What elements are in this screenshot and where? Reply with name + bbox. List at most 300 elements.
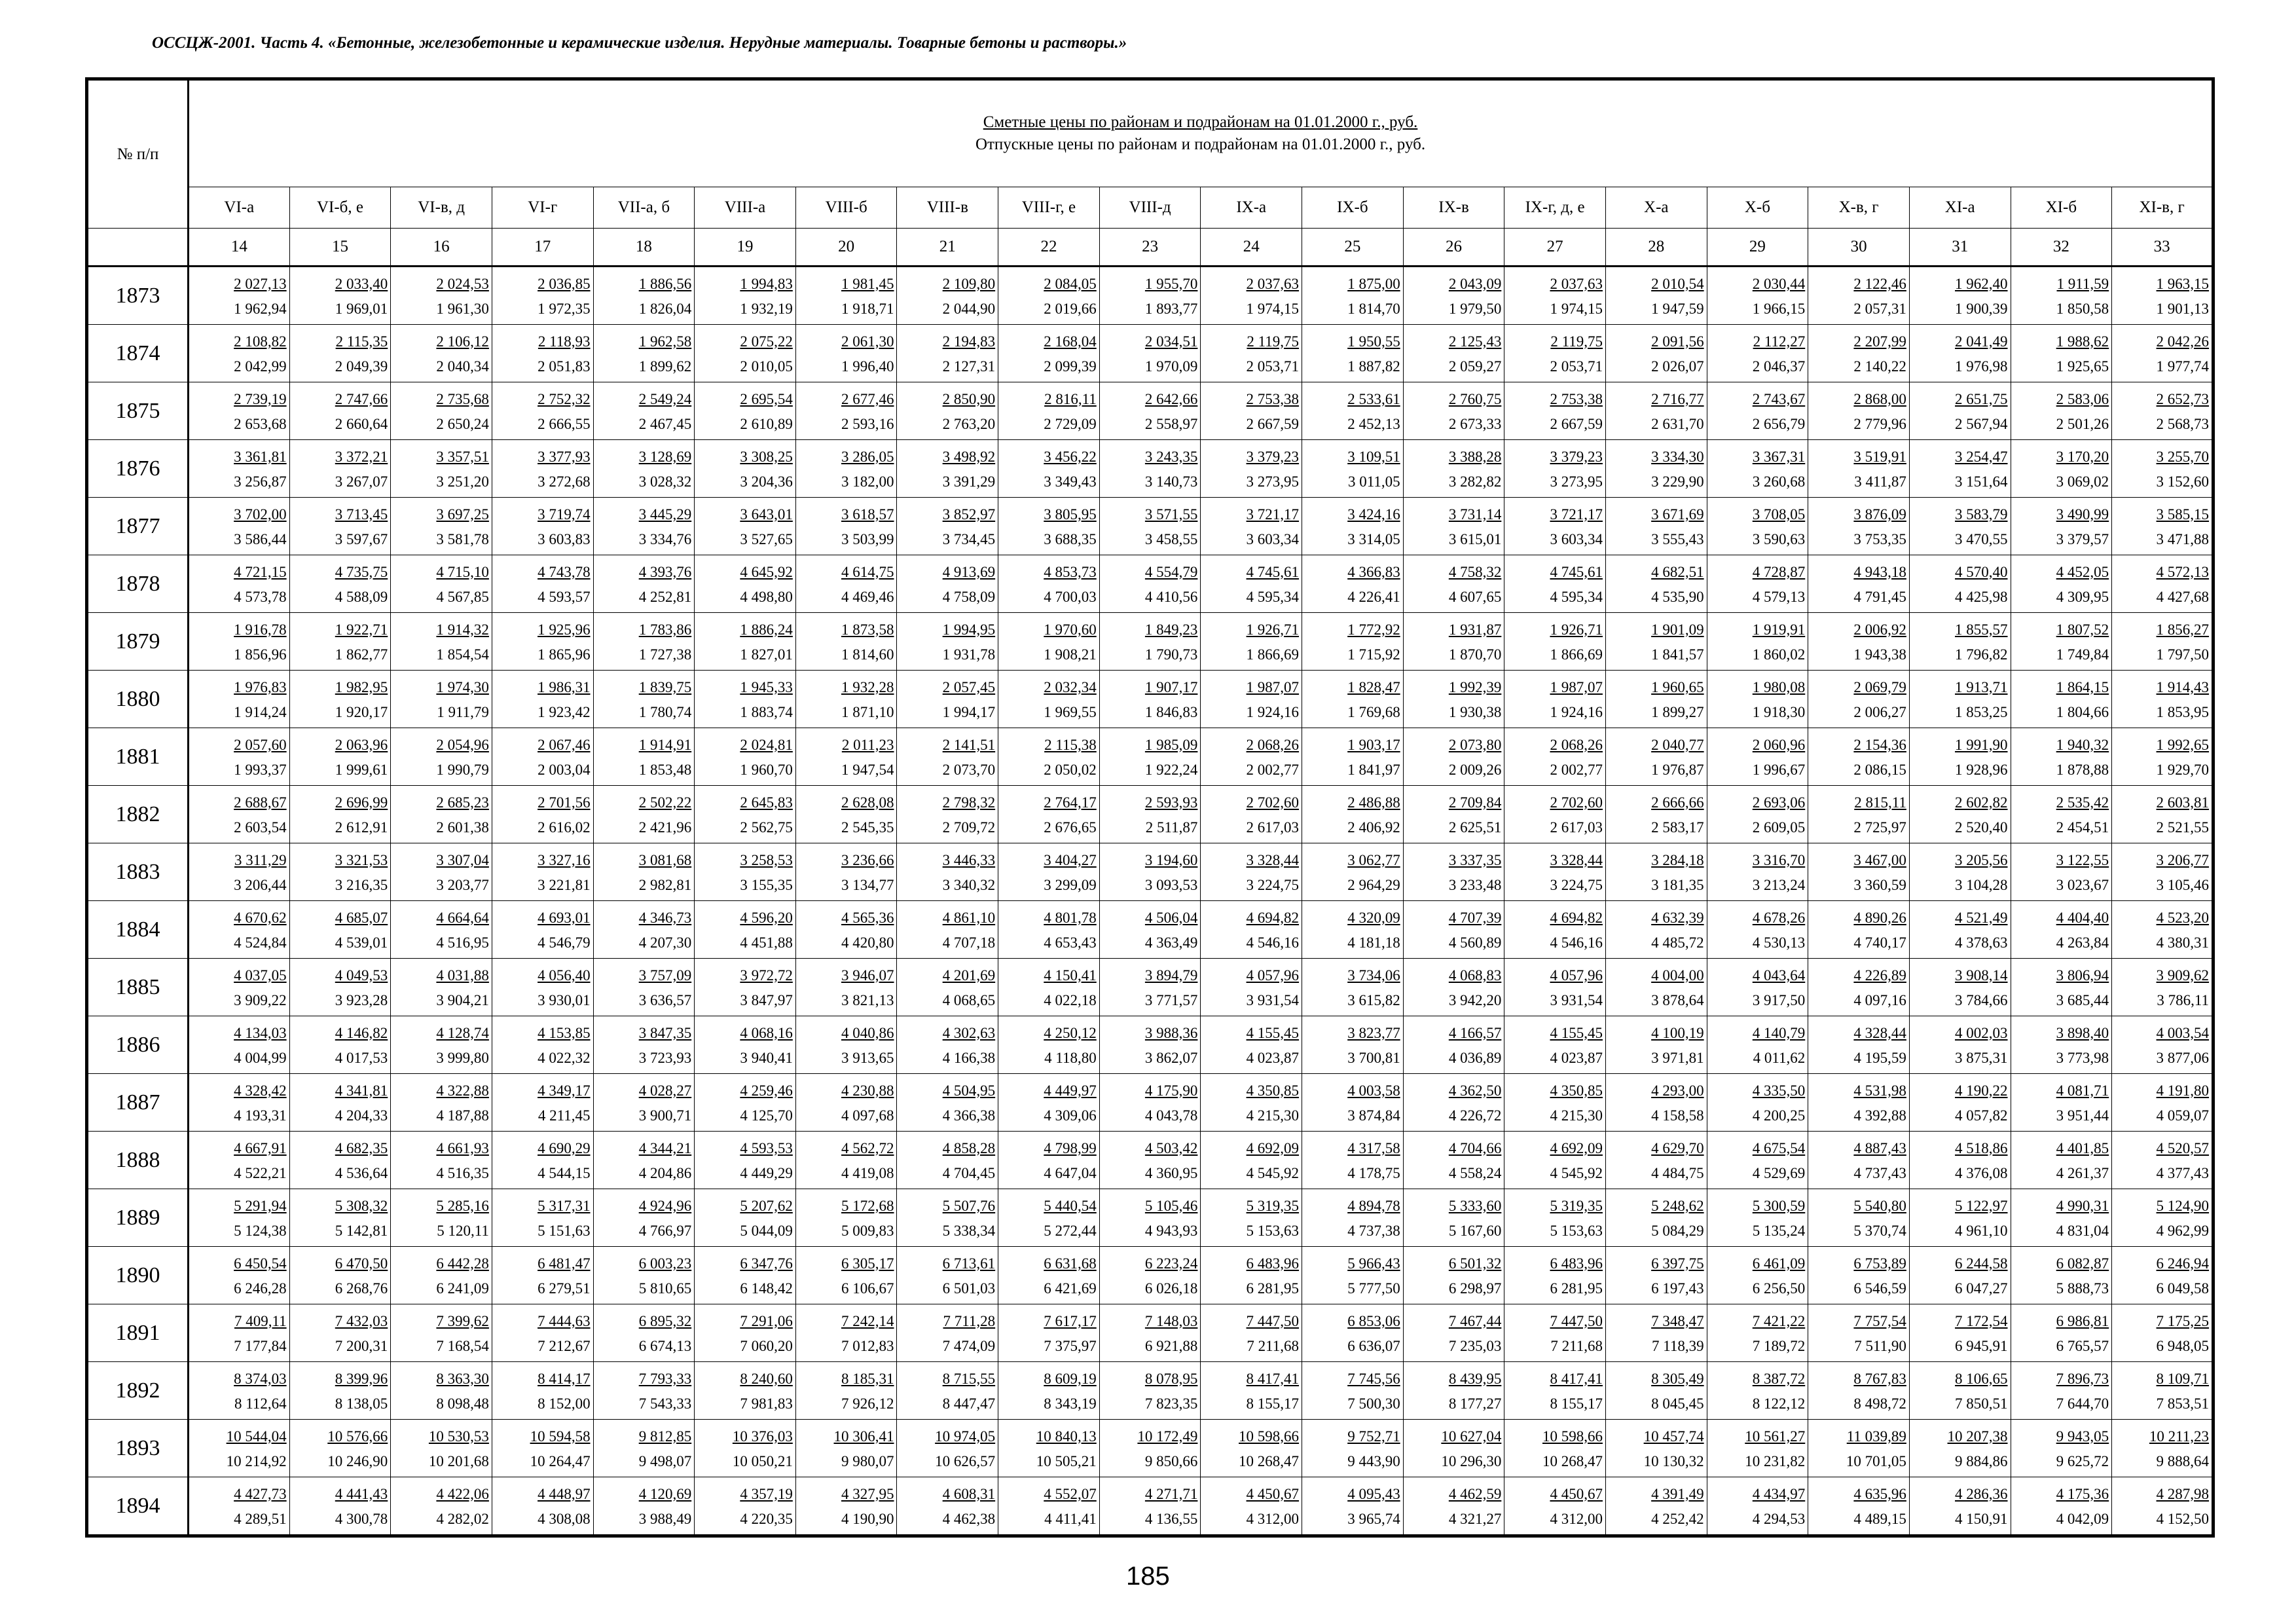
price-cell [897,1420,998,1477]
price-cell [2112,555,2214,613]
price-cell [1099,1477,1201,1536]
release-price: 3 152,60 [2156,473,2210,490]
price-cell [2112,728,2214,786]
price-cell [2112,613,2214,671]
release-price: 4 469,46 [841,588,894,605]
release-price: 6 298,97 [1448,1280,1502,1297]
estimate-price: 6 246,94 [2156,1255,2210,1272]
estimate-price: 2 068,26 [1550,736,1603,753]
release-price: 1 846,83 [1144,703,1198,720]
release-price: 2 050,02 [1044,761,1097,778]
row-number: 1892 [87,1362,189,1420]
release-price: 4 516,35 [436,1164,489,1181]
estimate-price: 2 118,93 [538,333,591,350]
price-cell [1605,959,1707,1016]
release-price: 4 166,38 [942,1049,996,1066]
row-number: 1882 [87,786,189,843]
release-price: 8 138,05 [335,1395,388,1412]
column-number: 29 [1707,229,1808,267]
price-cell [1605,1016,1707,1074]
estimate-price: 4 685,07 [335,909,388,926]
row-number: 1893 [87,1420,189,1477]
price-cell [1808,498,1910,555]
price-cell [1909,843,2011,901]
price-cell [1909,440,2011,498]
estimate-price: 7 432,03 [335,1312,388,1329]
estimate-price: 2 011,23 [841,736,894,753]
estimate-price: 6 481,47 [538,1255,591,1272]
estimate-price: 4 552,07 [1044,1485,1097,1502]
release-price: 3 224,75 [1246,876,1300,893]
release-price: 1 862,77 [335,646,388,663]
row-number: 1879 [87,613,189,671]
release-price: 1 814,70 [1347,300,1400,317]
estimate-price: 10 172,49 [1137,1428,1198,1445]
release-price: 1 887,82 [1347,358,1400,375]
price-cell [1504,1247,1606,1304]
release-price: 3 221,81 [538,876,591,893]
estimate-price: 7 348,47 [1651,1312,1704,1329]
estimate-price: 1 980,08 [1752,678,1806,695]
price-cell [1504,1016,1606,1074]
estimate-price: 2 010,54 [1651,275,1704,292]
price-cell [1099,440,1201,498]
release-price: 3 011,05 [1348,473,1400,490]
price-cell [189,671,290,728]
release-price: 4 427,68 [2156,588,2210,605]
price-cell [189,1074,290,1132]
price-cell [1302,728,1404,786]
column-number: 23 [1099,229,1201,267]
release-price: 2 729,09 [1044,415,1097,432]
region-header: X-б [1707,187,1808,229]
price-cell [492,1420,593,1477]
release-price: 4 737,38 [1347,1222,1400,1239]
price-cell [695,1016,796,1074]
estimate-price: 4 735,75 [335,563,388,580]
estimate-price: 3 583,79 [1955,506,2008,523]
estimate-price: 4 562,72 [841,1139,894,1156]
price-cell [1707,786,1808,843]
estimate-price: 9 812,85 [638,1428,692,1445]
estimate-price: 3 206,77 [2156,851,2210,868]
estimate-price: 3 721,17 [1246,506,1300,523]
table-row [87,901,2214,959]
release-price: 3 224,75 [1550,876,1603,893]
price-cell [593,786,695,843]
price-cell [2011,1247,2112,1304]
estimate-price: 4 565,36 [841,909,894,926]
release-price: 1 918,30 [1752,703,1806,720]
release-price: 9 884,86 [1955,1452,2008,1469]
region-header: IX-б [1302,187,1404,229]
column-number-blank [87,229,189,267]
estimate-price: 1 981,45 [841,275,894,292]
release-price: 3 204,36 [740,473,793,490]
column-number: 28 [1605,229,1707,267]
price-cell [391,613,492,671]
release-price: 2 501,26 [2056,415,2109,432]
column-number: 24 [1201,229,1302,267]
price-cell [695,728,796,786]
release-price: 4 377,43 [2156,1164,2210,1181]
release-price: 2 019,66 [1044,300,1097,317]
price-cell [1605,267,1707,325]
release-price: 3 069,02 [2056,473,2109,490]
price-cell [289,1132,391,1189]
estimate-price: 2 642,66 [1144,390,1198,407]
price-cell [2011,1189,2112,1247]
price-cell [1201,728,1302,786]
estimate-price: 2 069,79 [1853,678,1906,695]
price-cell [1808,671,1910,728]
release-price: 3 527,65 [740,530,793,547]
estimate-price: 1 911,59 [2056,275,2109,292]
price-cell [1201,1477,1302,1536]
release-price: 4 758,09 [942,588,996,605]
price-cell [1909,498,2011,555]
column-number: 22 [998,229,1100,267]
estimate-price: 8 109,71 [2156,1370,2210,1387]
table-title-estimate: Сметные цены по районам и подрайонам на 01.01.2000 г., руб. [983,113,1418,131]
estimate-price: 1 991,90 [1955,736,2008,753]
estimate-price: 7 421,22 [1752,1312,1806,1329]
release-price: 9 850,66 [1144,1452,1198,1469]
price-cell [492,671,593,728]
estimate-price: 7 172,54 [1955,1312,2008,1329]
release-price: 8 155,17 [1246,1395,1300,1412]
estimate-price: 3 519,91 [1853,448,1906,465]
estimate-price: 4 003,58 [1347,1082,1400,1099]
price-cell [998,440,1100,498]
estimate-price: 4 728,87 [1752,563,1806,580]
row-number: 1877 [87,498,189,555]
release-price: 1 947,54 [841,761,894,778]
estimate-price: 6 082,87 [2056,1255,2109,1272]
release-price: 2 964,29 [1347,876,1400,893]
estimate-price: 2 068,26 [1246,736,1300,753]
price-cell [189,1362,290,1420]
price-cell [1099,555,1201,613]
release-price: 5 338,34 [942,1222,996,1239]
price-cell [1201,1304,1302,1362]
release-price: 6 546,59 [1853,1280,1906,1297]
estimate-price: 4 531,98 [1853,1082,1906,1099]
price-cell [593,1074,695,1132]
estimate-price: 4 056,40 [538,967,591,984]
estimate-price: 7 896,73 [2056,1370,2109,1387]
release-price: 4 529,69 [1752,1164,1806,1181]
estimate-price: 4 320,09 [1347,909,1400,926]
release-price: 4 200,25 [1752,1107,1806,1124]
price-cell [593,959,695,1016]
release-price: 2 467,45 [638,415,692,432]
price-cell [2112,786,2214,843]
price-cell [1403,901,1504,959]
price-cell [2112,1189,2214,1247]
price-cell [1909,959,2011,1016]
price-cell [897,440,998,498]
estimate-price: 3 081,68 [638,851,692,868]
release-price: 4 360,95 [1144,1164,1198,1181]
estimate-price: 2 063,96 [335,736,388,753]
release-price: 4 961,10 [1955,1222,2008,1239]
release-price: 4 057,82 [1955,1107,2008,1124]
estimate-price: 2 040,77 [1651,736,1704,753]
table-row [87,613,2214,671]
price-cell [593,440,695,498]
release-price: 4 226,41 [1347,588,1400,605]
price-cell [492,613,593,671]
release-price: 1 914,24 [234,703,287,720]
release-price: 4 294,53 [1752,1510,1806,1527]
release-price: 1 974,15 [1550,300,1603,317]
release-price: 4 366,38 [942,1107,996,1124]
release-price: 1 930,38 [1448,703,1502,720]
price-cell [1504,1189,1606,1247]
price-cell [1403,671,1504,728]
release-price: 4 740,17 [1853,934,1906,951]
price-cell [2112,1420,2214,1477]
estimate-price: 3 236,66 [841,851,894,868]
estimate-price: 4 861,10 [942,909,996,926]
release-price: 1 993,37 [234,761,287,778]
estimate-price: 2 112,27 [1753,333,1806,350]
price-cell [998,613,1100,671]
estimate-price: 3 307,04 [436,851,489,868]
estimate-price: 3 128,69 [638,448,692,465]
price-cell [1909,1362,2011,1420]
region-header-row [87,187,2214,229]
estimate-price: 4 350,85 [1246,1082,1300,1099]
price-cell [897,1362,998,1420]
release-price: 3 206,44 [234,876,287,893]
estimate-price: 3 367,31 [1752,448,1806,465]
release-price: 7 474,09 [942,1337,996,1354]
release-price: 3 603,34 [1246,530,1300,547]
column-number: 17 [492,229,593,267]
price-cell [1808,440,1910,498]
price-cell [1201,786,1302,843]
price-cell [998,1074,1100,1132]
release-price: 2 421,96 [638,819,692,836]
estimate-price: 6 470,50 [335,1255,388,1272]
column-number: 30 [1808,229,1910,267]
estimate-price: 1 962,58 [638,333,692,350]
price-cell [1504,1074,1606,1132]
price-cell [897,843,998,901]
estimate-price: 2 593,93 [1144,794,1198,811]
release-price: 4 484,75 [1651,1164,1704,1181]
price-cell [2011,1074,2112,1132]
estimate-price: 4 317,58 [1347,1139,1400,1156]
price-cell [1302,1362,1404,1420]
estimate-price: 7 447,50 [1246,1312,1300,1329]
estimate-price: 2 603,81 [2156,794,2210,811]
estimate-price: 4 554,79 [1144,563,1198,580]
release-price: 7 060,20 [740,1337,793,1354]
price-cell [1504,786,1606,843]
release-price: 5 124,38 [234,1222,287,1239]
price-cell [897,786,998,843]
estimate-price: 2 115,35 [335,333,388,350]
table-row [87,1016,2214,1074]
release-price: 5 135,24 [1752,1222,1806,1239]
release-price: 2 511,87 [1145,819,1198,836]
region-header: VIII-д [1099,187,1201,229]
release-price: 1 850,58 [2056,300,2109,317]
estimate-price: 4 120,69 [638,1485,692,1502]
price-cell [391,325,492,382]
release-price: 4 410,56 [1144,588,1198,605]
estimate-price: 1 849,23 [1144,621,1198,638]
release-price: 4 411,41 [1044,1510,1097,1527]
release-price: 1 911,79 [437,703,489,720]
release-price: 4 309,06 [1044,1107,1097,1124]
release-price: 3 233,48 [1448,876,1502,893]
estimate-price: 2 753,38 [1246,390,1300,407]
estimate-price: 7 757,54 [1853,1312,1906,1329]
price-cell [391,843,492,901]
release-price: 2 631,70 [1651,415,1704,432]
estimate-price: 7 148,03 [1144,1312,1198,1329]
estimate-price: 5 308,32 [335,1197,388,1214]
release-price: 3 615,82 [1347,991,1400,1008]
release-price: 1 871,10 [841,703,894,720]
estimate-price: 2 628,08 [841,794,894,811]
estimate-price: 5 319,35 [1550,1197,1603,1214]
estimate-price: 2 502,22 [638,794,692,811]
estimate-price: 2 702,60 [1246,794,1300,811]
release-price: 4 573,78 [234,588,287,605]
estimate-price: 3 284,18 [1651,851,1704,868]
release-price: 1 866,69 [1246,646,1300,663]
price-cell [189,555,290,613]
price-cell [492,325,593,382]
price-cell [1504,671,1606,728]
estimate-price: 4 341,81 [335,1082,388,1099]
price-cell [2112,1304,2214,1362]
release-price: 6 246,28 [234,1280,287,1297]
estimate-price: 4 100,19 [1651,1024,1704,1041]
price-cell [1707,1304,1808,1362]
estimate-price: 3 618,57 [841,506,894,523]
release-price: 2 656,79 [1752,415,1806,432]
price-cell [289,786,391,843]
estimate-price: 6 853,06 [1347,1312,1400,1329]
estimate-price: 4 049,53 [335,967,388,984]
price-cell [593,267,695,325]
estimate-price: 3 894,79 [1144,967,1198,984]
release-price: 4 546,16 [1550,934,1603,951]
estimate-price: 3 255,70 [2156,448,2210,465]
price-cell [1099,1189,1201,1247]
estimate-price: 2 034,51 [1144,333,1198,350]
release-price: 1 853,25 [1955,703,2008,720]
release-price: 4 766,97 [638,1222,692,1239]
price-cell [391,728,492,786]
price-cell [998,1304,1100,1362]
estimate-price: 4 140,79 [1752,1024,1806,1041]
price-cell [1099,1304,1201,1362]
release-price: 6 636,07 [1347,1337,1400,1354]
price-cell [1504,728,1606,786]
release-price: 3 555,43 [1651,530,1704,547]
estimate-price: 9 943,05 [2056,1428,2109,1445]
estimate-price: 8 767,83 [1853,1370,1906,1387]
release-price: 4 831,04 [2056,1222,2109,1239]
release-price: 3 847,97 [740,991,793,1008]
release-price: 4 737,43 [1853,1164,1906,1181]
price-cell [897,728,998,786]
price-cell [1099,613,1201,671]
estimate-price: 2 716,77 [1651,390,1704,407]
region-header: XI-б [2011,187,2112,229]
price-cell [1403,1362,1504,1420]
document-header: ОССЦЖ-2001. Часть 4. «Бетонные, железобетонные и керамические изделия. Нерудные материалы. Товарные бетоны и растворы.» [152,34,1127,52]
estimate-price: 4 743,78 [538,563,591,580]
estimate-price: 10 207,38 [1947,1428,2008,1445]
price-cell [695,613,796,671]
estimate-price: 1 914,32 [436,621,489,638]
release-price: 5 810,65 [638,1280,692,1297]
column-number: 26 [1403,229,1504,267]
estimate-price: 4 350,85 [1550,1082,1603,1099]
release-price: 7 850,51 [1955,1395,2008,1412]
column-number: 15 [289,229,391,267]
release-price: 3 931,54 [1246,991,1300,1008]
release-price: 7 926,12 [841,1395,894,1412]
release-price: 4 215,30 [1246,1107,1300,1124]
region-header: VI-б, е [289,187,391,229]
release-price: 4 545,92 [1246,1164,1300,1181]
table-row [87,325,2214,382]
estimate-price: 8 414,17 [538,1370,591,1387]
price-cell [492,440,593,498]
release-price: 1 827,01 [740,646,793,663]
release-price: 3 965,74 [1347,1510,1400,1527]
estimate-price: 4 175,90 [1144,1082,1198,1099]
price-cell [492,843,593,901]
release-price: 3 875,31 [1955,1049,2008,1066]
release-price: 5 044,09 [740,1222,793,1239]
price-cell [695,786,796,843]
estimate-price: 4 521,49 [1955,909,2008,926]
price-cell [1403,1074,1504,1132]
price-cell [2011,267,2112,325]
release-price: 4 535,90 [1651,588,1704,605]
release-price: 5 167,60 [1448,1222,1502,1239]
estimate-price: 1 903,17 [1347,736,1400,753]
estimate-price: 8 078,95 [1144,1370,1198,1387]
release-price: 2 617,03 [1550,819,1603,836]
release-price: 4 022,32 [538,1049,591,1066]
price-cell [1201,843,1302,901]
estimate-price: 5 172,68 [841,1197,894,1214]
estimate-price: 5 285,16 [436,1197,489,1214]
price-cell [1201,1016,1302,1074]
release-price: 2 009,26 [1448,761,1502,778]
release-price: 3 471,88 [2156,530,2210,547]
release-price: 1 841,57 [1651,646,1704,663]
column-number: 33 [2112,229,2214,267]
estimate-price: 2 868,00 [1853,390,1906,407]
estimate-price: 3 388,28 [1448,448,1502,465]
price-cell [1909,1477,2011,1536]
release-price: 8 498,72 [1853,1395,1906,1412]
release-price: 3 603,34 [1550,530,1603,547]
release-price: 8 155,17 [1550,1395,1603,1412]
